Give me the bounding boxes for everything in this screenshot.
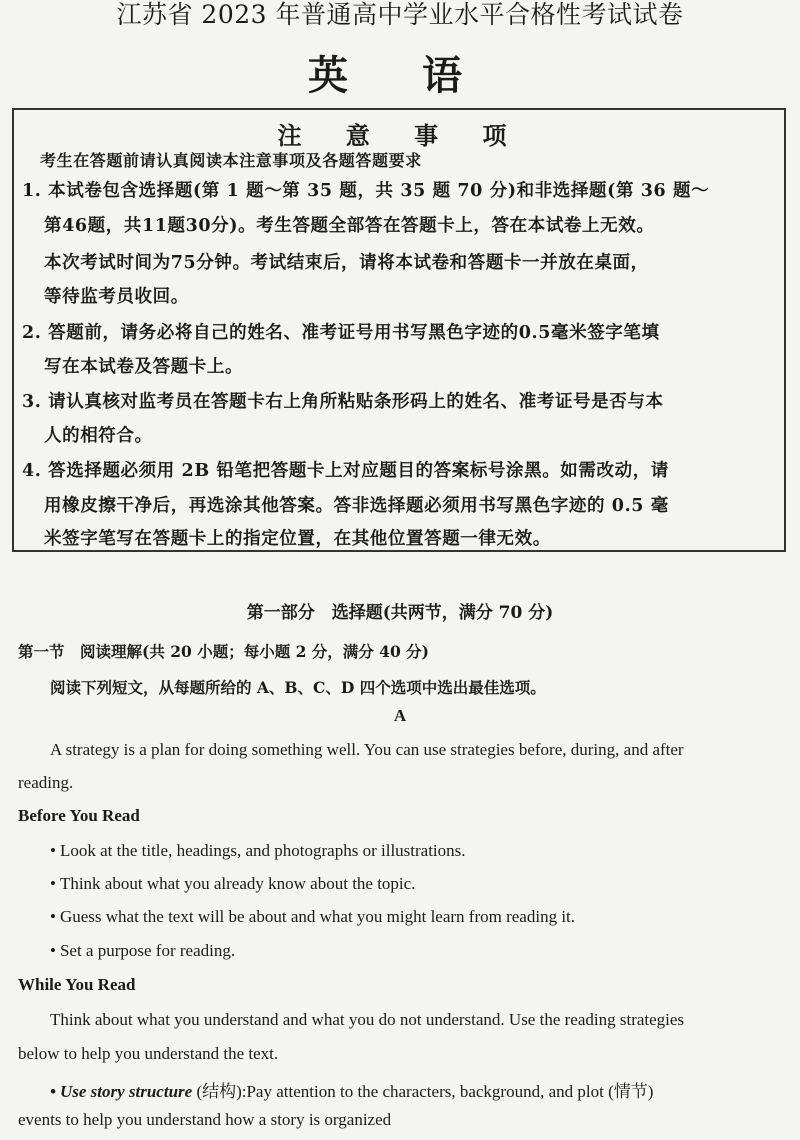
notice-line: 等待监考员收回。 [44,287,189,307]
notice-line: 第46题，共11题30分)。考生答题全部答在答题卡上，答在本试卷上无效。 [44,216,655,236]
notice-line: 写在本试卷及答题卡上。 [44,357,244,377]
passage-line: Think about what you understand and what you do not understand. Use the reading strategies [50,1010,685,1029]
passage-line: A strategy is a plan for doing something well. You can use strategies before, during, and after [50,740,684,759]
passage-line: below to help you understand the text. [18,1044,279,1063]
notice-line: 3. 请认真核对监考员在答题卡右上角所粘贴条形码上的姓名、准考证号是否与本 [22,392,664,412]
story-structure-item [50,1077,653,1102]
notice-line: 人的相符合。 [44,426,153,446]
notice-line: 1. 本试卷包含选择题(第 1 题～第 35 题，共 35 题 70 分)和非选择题(第 36 题～ [22,181,710,201]
passage-line: events to help you understand how a story is organized [18,1110,392,1129]
bullet-item: • Think about what you already know about the topic. [50,874,415,894]
notice-heading: 注 意 事 项 [277,121,525,150]
notice-line: 2. 答题前，请务必将自己的姓名、准考证号用书写黑色字迹的0.5毫米签字笔填 [22,323,660,343]
bullet-item: • Guess what the text will be about and what you might learn from reading it. [50,907,575,927]
part-heading: 第一部分 选择题(共两节，满分 70 分) [246,603,554,623]
bullet-item: • Set a purpose for reading. [50,941,235,961]
story-term: • Use story structure [50,1082,192,1101]
notice-intro: 考生在答题前请认真阅读本注意事项及各题答题要求 [40,151,422,170]
subject-title: 英 语 [308,52,492,99]
passage-line: reading. [18,773,74,792]
instruction: 阅读下列短文，从每题所给的 A、B、C、D 四个选项中选出最佳选项。 [50,678,546,697]
story-rest: (结构):Pay attention to the characters, background, and plot (情节) [192,1082,654,1101]
exam-title: 江苏省 2023 年普通高中学业水平合格性考试试卷 [116,0,684,29]
bullet-item: • Look at the title, headings, and photographs or illustrations. [50,841,466,861]
section-heading: 第一节 阅读理解(共 20 小题；每小题 2 分，满分 40 分) [18,642,429,661]
while-heading: While You Read [18,975,136,994]
notice-line: 用橡皮擦干净后，再选涂其他答案。答非选择题必须用书写黑色字迹的 0.5 毫 [44,496,669,516]
notice-box [12,108,786,552]
before-heading: Before You Read [18,806,140,825]
passage-label: A [393,706,407,725]
notice-line: 4. 答选择题必须用 2B 铅笔把答题卡上对应题目的答案标号涂黑。如需改动，请 [22,461,669,481]
notice-line: 米签字笔写在答题卡上的指定位置，在其他位置答题一律无效。 [44,529,551,549]
notice-line: 本次考试时间为75分钟。考试结束后，请将本试卷和答题卡一并放在桌面， [44,253,649,273]
